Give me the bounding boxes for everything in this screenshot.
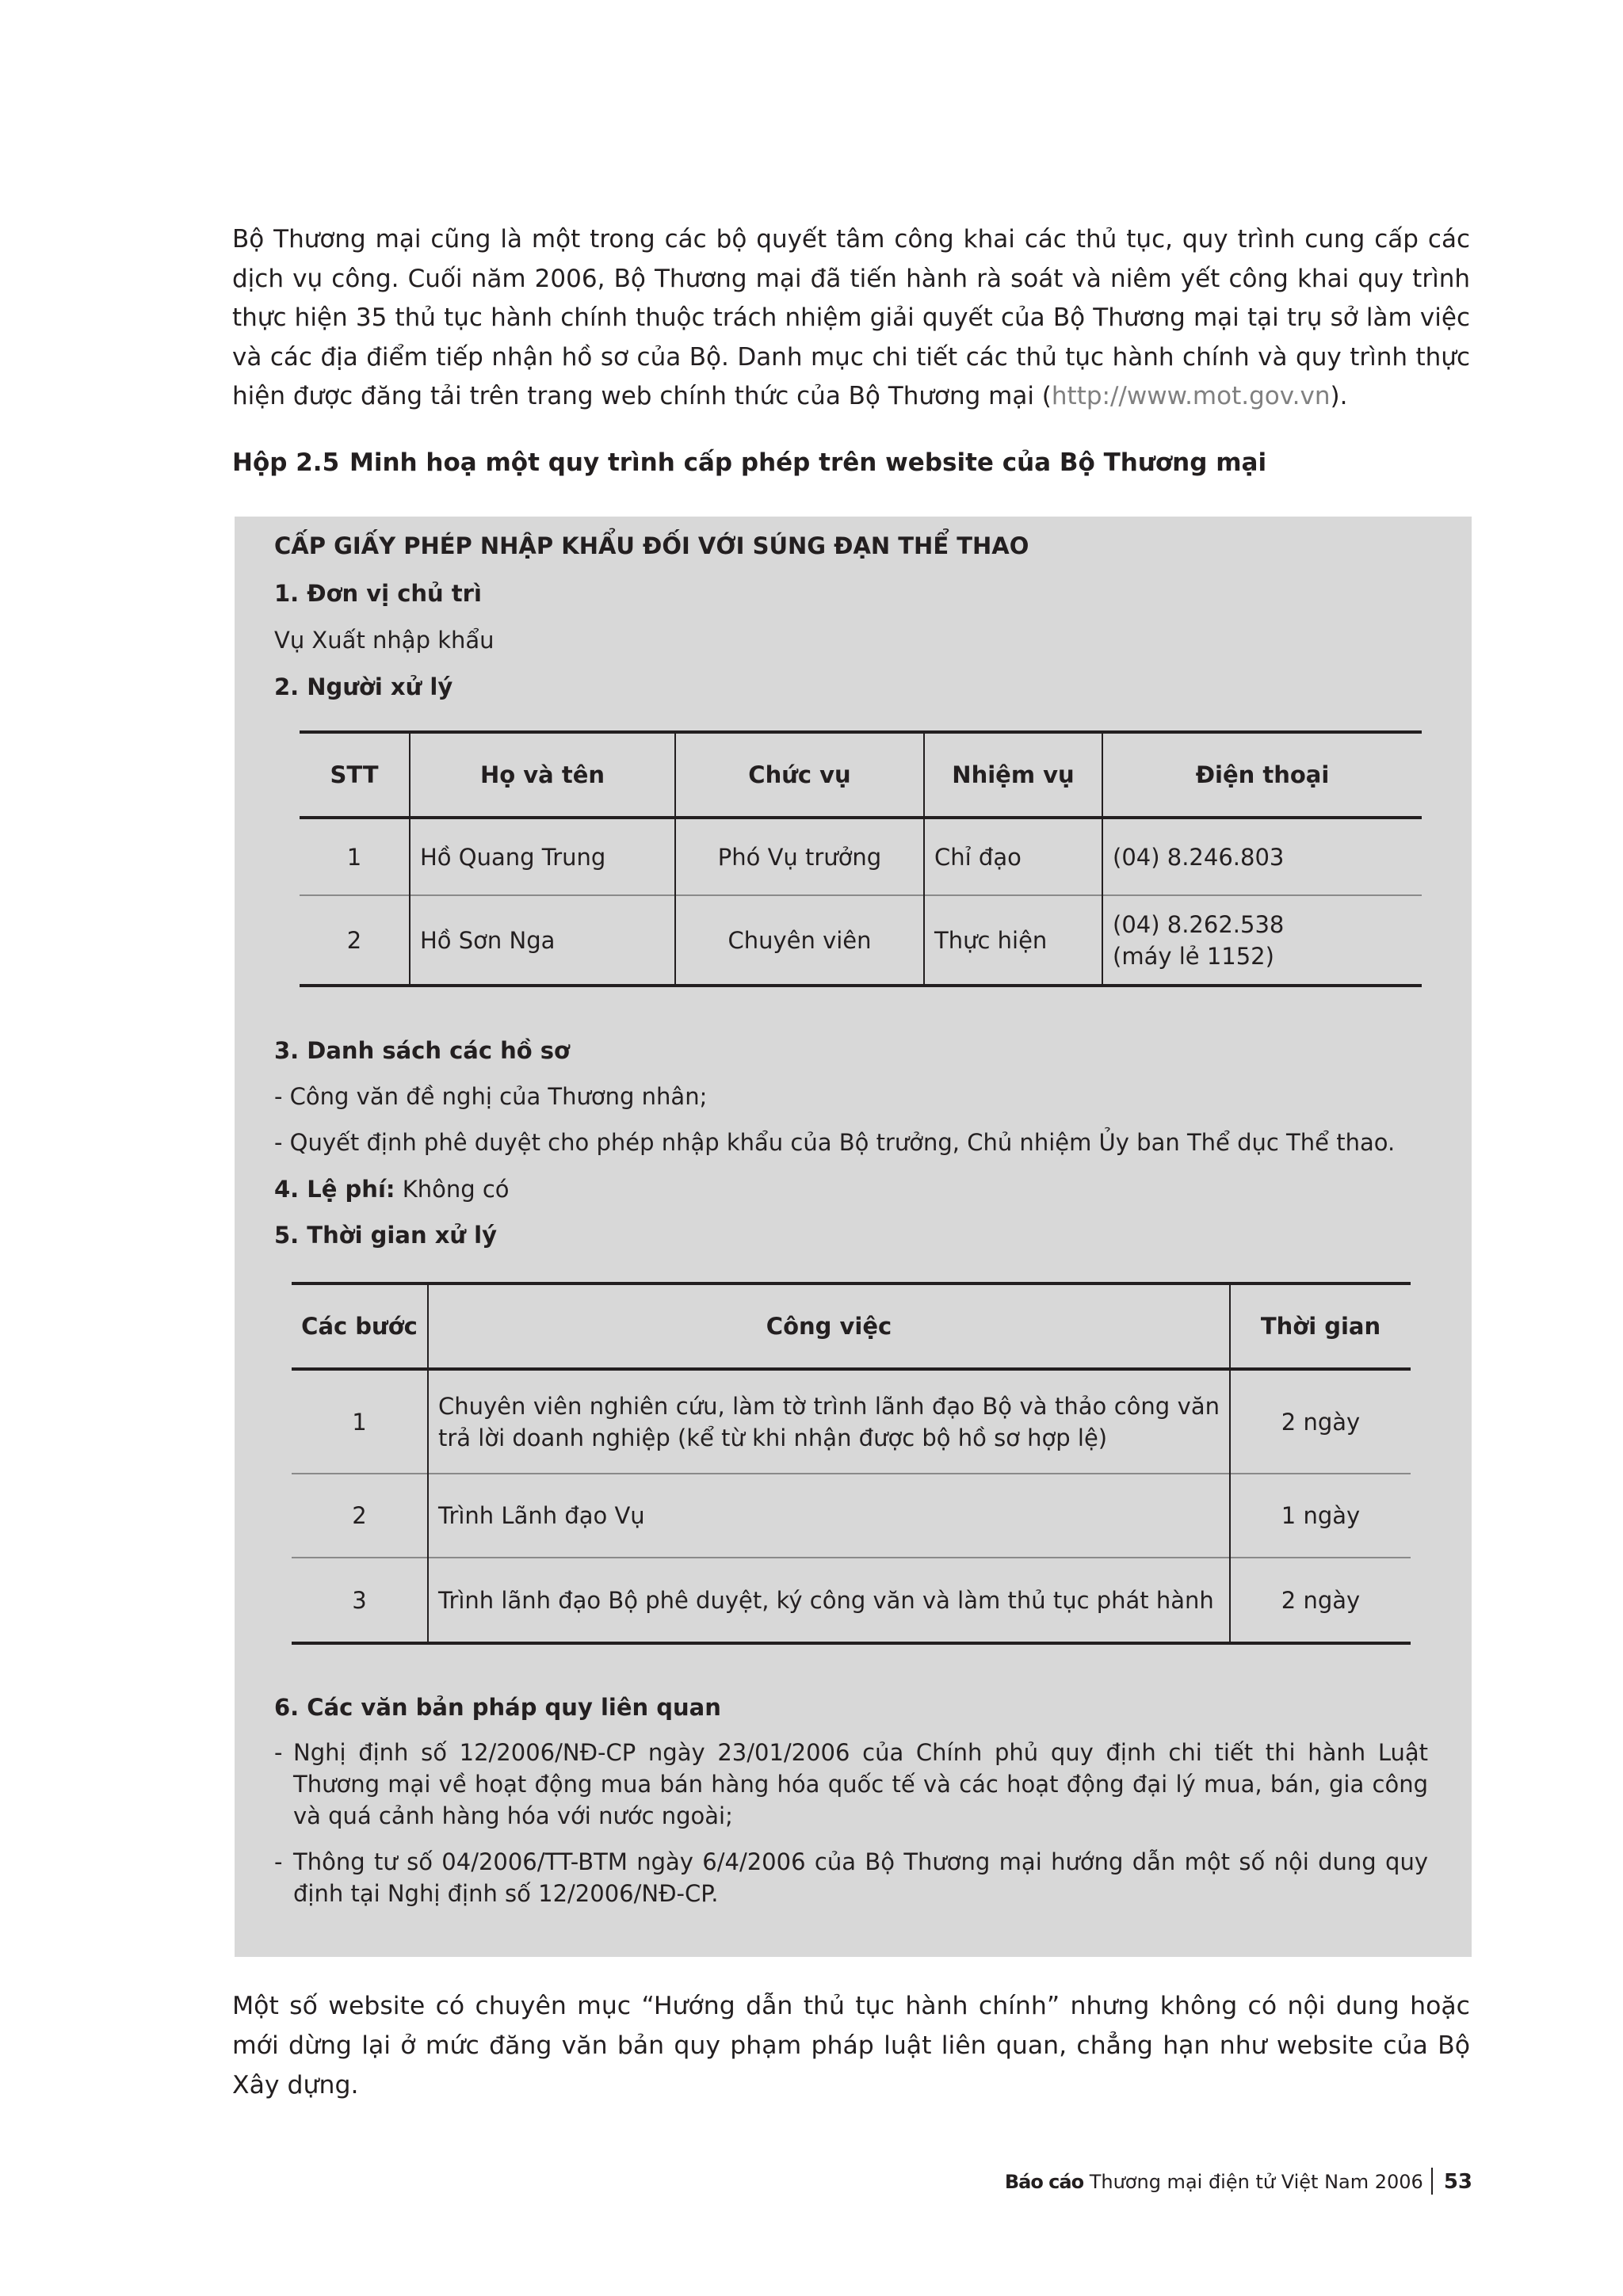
box-title: Minh hoạ một quy trình cấp phép trên website của Bộ Thương mại [349,448,1267,477]
mot-website-link[interactable]: http://www.mot.gov.vn [1051,382,1331,410]
staff-position: Phó Vụ trưởng [675,818,924,895]
step-work: Trình lãnh đạo Bộ phê duyệt, ký công văn và làm thủ tục phát hành [428,1558,1230,1643]
section-2-title: 2. Người xử lý [274,673,453,700]
staff-task: Chỉ đạo [924,818,1102,895]
legal-documents-list [274,1737,1428,1909]
fee-line [274,1176,510,1203]
staff-stt: 2 [300,895,410,986]
staff-table-header [300,732,1422,818]
step-time: 1 ngày [1230,1474,1411,1558]
outro-paragraph: Một số website có chuyên mục “Hướng dẫn thủ tục hành chính” nhưng không có nội dung hoặc mới dừng lại ở mức đăng văn bản quy phạm pháp luật liên quan, chẳng hạn như website của Bộ Xây dựng. [232,1992,1470,2100]
legal-document-item: - Thông tư số 04/2006/TT-BTM ngày 6/4/2006 của Bộ Thương mại hướng dẫn một số nội dung quy định tại Nghị định số 12/2006/NĐ-CP. [274,1846,1428,1909]
section-1-text: Vụ Xuất nhập khẩu [274,627,495,654]
staff-header-task: Nhiệm vụ [924,732,1102,818]
staff-phone [1102,895,1422,986]
phone-number: (04) 8.246.803 [1113,843,1285,871]
step-number: 1 [352,1408,367,1436]
step-number: 2 [292,1474,428,1558]
box-number: Hộp 2.5 [232,448,340,477]
footer-separator [1431,2168,1433,2195]
intro-text: Bộ Thương mại cũng là một trong các bộ quyết tâm công khai các thủ tục, quy trình cung cấp các dịch vụ công. Cuối năm 2006, Bộ Thương mại đã tiến hành rà soát và niêm yết công khai quy trình thực hiện 35 thủ tục hành chính thuộc trách nhiệm giải quyết của Bộ Thương mại tại trụ sở làm việc và các địa điểm tiếp nhận hồ sơ của Bộ. Danh mục chi tiết các thủ tục hành chính và quy trình thực hiện được đăng tải trên trang web chính thức của Bộ Thương mại ( [232,225,1470,410]
table-row [292,1558,1411,1643]
section-3-title: 3. Danh sách các hồ sơ [274,1037,570,1064]
procedure-heading: CẤP GIẤY PHÉP NHẬP KHẨU ĐỐI VỚI SÚNG ĐẠN THỂ THAO [274,532,1029,559]
step-number: 3 [292,1558,428,1643]
step-work: Trình Lãnh đạo Vụ [428,1474,1230,1558]
section-5-title: 5. Thời gian xử lý [274,1222,497,1249]
staff-header-stt: STT [300,732,410,818]
document-list-item: - Quyết định phê duyệt cho phép nhập khẩu của Bộ trưởng, Chủ nhiệm Ủy ban Thể dục Thể thao. [274,1129,1396,1156]
section-6-title: 6. Các văn bản pháp quy liên quan [274,1694,721,1721]
steps-table-header [292,1283,1411,1369]
step-time: 2 ngày [1230,1558,1411,1643]
intro-paragraph [232,220,1470,417]
page-number: 53 [1443,2170,1472,2194]
processing-time-table [292,1282,1411,1645]
table-row [292,1369,1411,1474]
staff-header-name: Họ và tên [410,732,675,818]
phone-extension: (máy lẻ 1152) [1113,942,1274,970]
section-4-title: 4. Lệ phí: [274,1176,395,1203]
page-footer [1005,2168,1472,2195]
section-1-title: 1. Đơn vị chủ trì [274,580,482,607]
step-work: Chuyên viên nghiên cứu, làm tờ trình lãnh đạo Bộ và thảo công văn trả lời doanh nghiệp (kể từ khi nhận được bộ hồ sơ hợp lệ) [428,1369,1230,1474]
procedure-box [235,517,1472,1957]
staff-name: Hồ Quang Trung [410,818,675,895]
phone-number: (04) 8.262.538 [1113,910,1285,938]
staff-header-phone: Điện thoại [1102,732,1422,818]
staff-position: Chuyên viên [675,895,924,986]
footer-report-title: Thương mại điện tử Việt Nam 2006 [1089,2171,1423,2193]
staff-phone [1102,818,1422,895]
document-list-item: - Công văn đề nghị của Thương nhân; [274,1083,708,1110]
legal-document-item: - Nghị định số 12/2006/NĐ-CP ngày 23/01/2006 của Chính phủ quy định chi tiết thi hành Luật Thương mại về hoạt động mua bán hàng hóa quốc tế và các hoạt động đại lý mua, bán, gia công và quá cảnh hàng hóa với nước ngoài; [274,1737,1428,1832]
steps-header-work: Công việc [428,1283,1230,1369]
box-caption [232,448,1266,477]
fee-value: Không có [402,1176,510,1203]
staff-name: Hồ Sơn Nga [410,895,675,986]
staff-task: Thực hiện [924,895,1102,986]
table-row [300,818,1422,895]
staff-header-position: Chức vụ [675,732,924,818]
staff-stt: 1 [346,843,362,871]
staff-table [300,730,1422,987]
footer-report-label: Báo cáo [1004,2171,1084,2193]
steps-header-step: Các bước [292,1283,428,1369]
intro-text-end: ). [1330,382,1348,410]
step-time: 2 ngày [1230,1369,1411,1474]
table-row [300,895,1422,986]
steps-header-time: Thời gian [1230,1283,1411,1369]
table-row [292,1474,1411,1558]
